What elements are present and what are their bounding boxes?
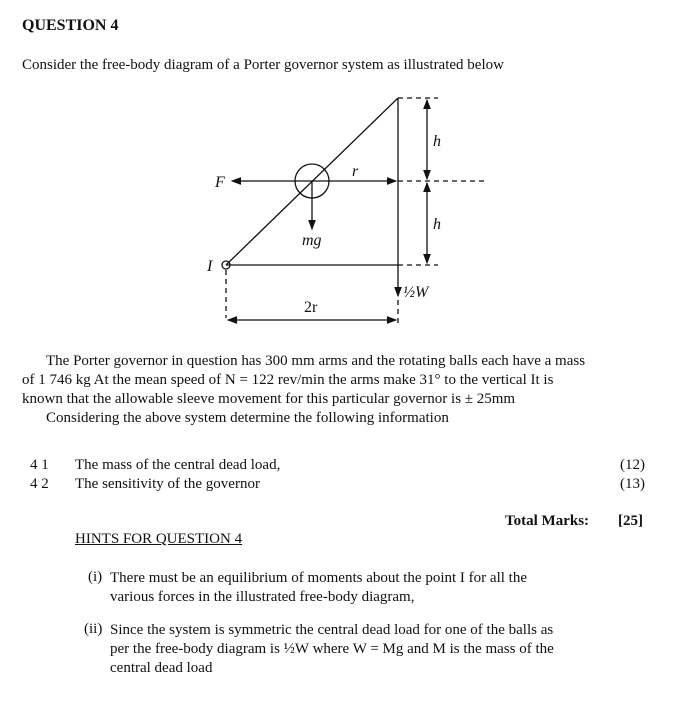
label-h-lower: h [433,216,441,233]
hint-line: per the free-body diagram is ½W where W = Mg and M is the mass of the [110,641,554,657]
label-f: F [215,174,225,191]
label-mg: mg [302,232,322,249]
label-i: I [207,258,213,275]
item-number: 4 1 [30,457,49,473]
total-marks-label: Total Marks: [505,513,590,529]
label-2r: 2r [304,299,318,316]
hint-line: central dead load [110,660,213,676]
label-r: r [352,163,359,180]
paragraph-line: Considering the above system determine the following information [46,410,449,426]
hint-number: (i) [88,569,103,585]
hint-number: (ii) [84,621,103,637]
paragraph-line: of 1 746 kg At the mean speed of N = 122 rev/min the arms make 31° to the vertical It is [22,372,554,388]
hint-line: various forces in the illustrated free-body diagram, [110,589,415,605]
free-body-diagram [0,0,689,340]
paragraph-line: known that the allowable sleeve movement for this particular governor is ± 25mm [22,391,516,407]
hint-line: Since the system is symmetric the central dead load for one of the balls as [110,622,554,638]
intro-text: Consider the free-body diagram of a Porter governor system as illustrated below [22,57,504,73]
problem-paragraph [22,352,662,428]
question-title: QUESTION 4 [22,17,119,34]
hints-heading: HINTS FOR QUESTION 4 [75,531,243,547]
hint-text [110,621,554,678]
label-h-upper: h [433,133,441,150]
total-marks-value: [25] [618,513,643,529]
hint-text [110,569,527,607]
item-text: The mass of the central dead load, [75,457,281,473]
hint-line: There must be an equilibrium of moments about the point I for all the [110,570,527,586]
item-marks: (12) [620,457,645,473]
item-marks: (13) [620,476,645,492]
item-text: The sensitivity of the governor [75,476,260,492]
item-number: 4 2 [30,476,49,492]
label-half-w: ½W [403,284,429,301]
paragraph-line: The Porter governor in question has 300 mm arms and the rotating balls each have a mass [46,353,586,369]
